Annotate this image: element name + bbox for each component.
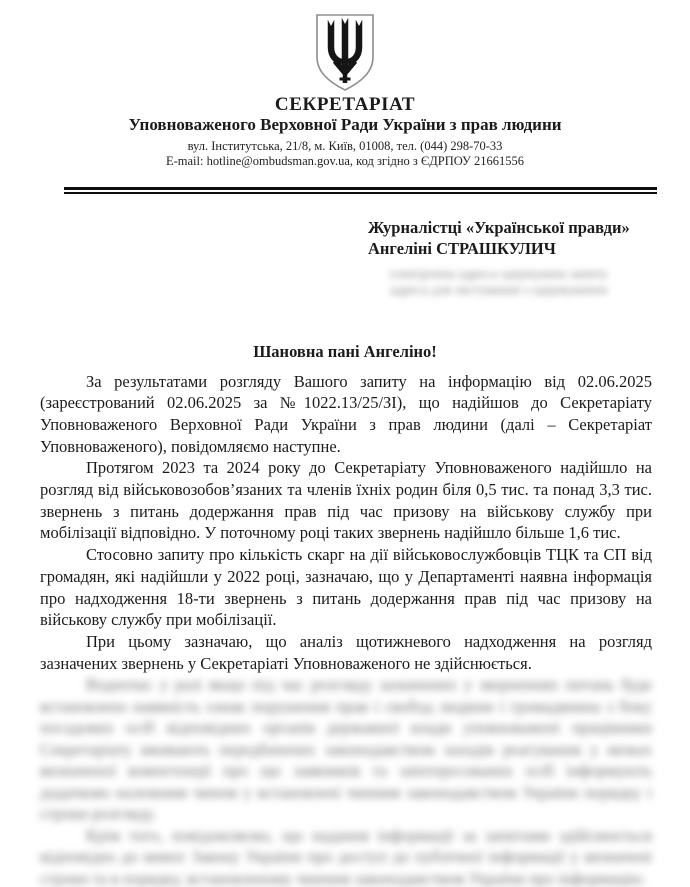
org-name-line2: Уповноваженого Верховної Ради України з прав людини xyxy=(128,115,562,134)
letterhead-address-line: вул. Інститутська, 21/8, м. Київ, 01008, тел. (044) 298-70-33 xyxy=(187,139,503,153)
redacted-contact-line: адреса для листування з одержувачем xyxy=(390,282,608,297)
redacted-paragraph-1: Водночас у разі якщо під час розгляду зазначених у зверненнях питань буде встановлено наявність ознак порушення прав і свобод людини і громадянина з боку посадових осіб відповідних органів державної влади уповноважені працівники Секретаріату вживають передбачених законодавством заходів реагування у межах визначеної компетенції про що заявників та заінтересованих осіб інформують додатково належним чином у встановлені чинним законодавством України порядку і строки розгляду. xyxy=(40,675,652,824)
redacted-contact-line: електронна адреса одержувача запиту xyxy=(390,265,608,281)
paragraph-4: При цьому зазначаю, що аналіз щотижневого надходження на розгляд зазначених звернень у Секретаріаті Уповноваженого не здійснюється. xyxy=(40,631,652,673)
salutation: Шановна пані Ангеліно! xyxy=(253,341,437,361)
letter-body xyxy=(40,371,652,675)
recipient-block xyxy=(368,217,690,259)
recipient-line-1: Журналістці «Української правди» xyxy=(368,217,630,237)
emblem-wrap xyxy=(0,13,690,94)
recipient-redacted-contact xyxy=(390,266,652,299)
redacted-paragraph-2: Крім того, повідомляємо, що надання інформації за запитами здійснюється відповідно до вимог Закону України про доступ до публічної інформації у визначені строки та в порядку, встановленому чинним законодавством України про інформацію. xyxy=(40,825,652,887)
letterhead-divider-rule xyxy=(64,187,657,194)
paragraph-2: Протягом 2023 та 2024 року до Секретаріату Уповноваженого надійшло на розгляд від військовозобов’язаних та членів їхніх родин біля 0,5 тис. та понад 3,3 тис. звернень з питань додержання прав під час призову на військову службу при мобілізації відповідно. У поточному році таких звернень надійшло більше 1,6 тис. xyxy=(40,458,652,543)
paragraph-3: Стосовно запиту про кількість скарг на дії військовослужбовців ТЦК та СП від громадян, які надійшли у 2022 році, зазначаю, що у Департаменті наявна інформація про надходження 18-ти звернень з питань додержання прав під час призову на військову службу при мобілізації. xyxy=(40,545,652,630)
letterhead xyxy=(0,0,690,169)
redacted-paragraphs xyxy=(40,674,652,887)
ukraine-trident-emblem-icon xyxy=(314,13,376,93)
letterhead-email-line: E-mail: hotline@ombudsman.gov.ua, код згідно з ЄДРПОУ 21661556 xyxy=(165,154,525,168)
paragraph-1: За результатами розгляду Вашого запиту на інформацію від 02.06.2025 (зареєстрований 02.06.2025 за №1022.13/25/ЗІ), що надійшов до Секретаріату Уповноваженого Верховної Ради України з прав людини (далі – Секретаріат Уповноваженого), повідомляємо наступне. xyxy=(40,371,652,456)
recipient-line-2: Ангеліні СТРАШКУЛИЧ xyxy=(368,238,556,258)
org-name-line1: СЕКРЕТАРІАТ xyxy=(274,94,416,115)
